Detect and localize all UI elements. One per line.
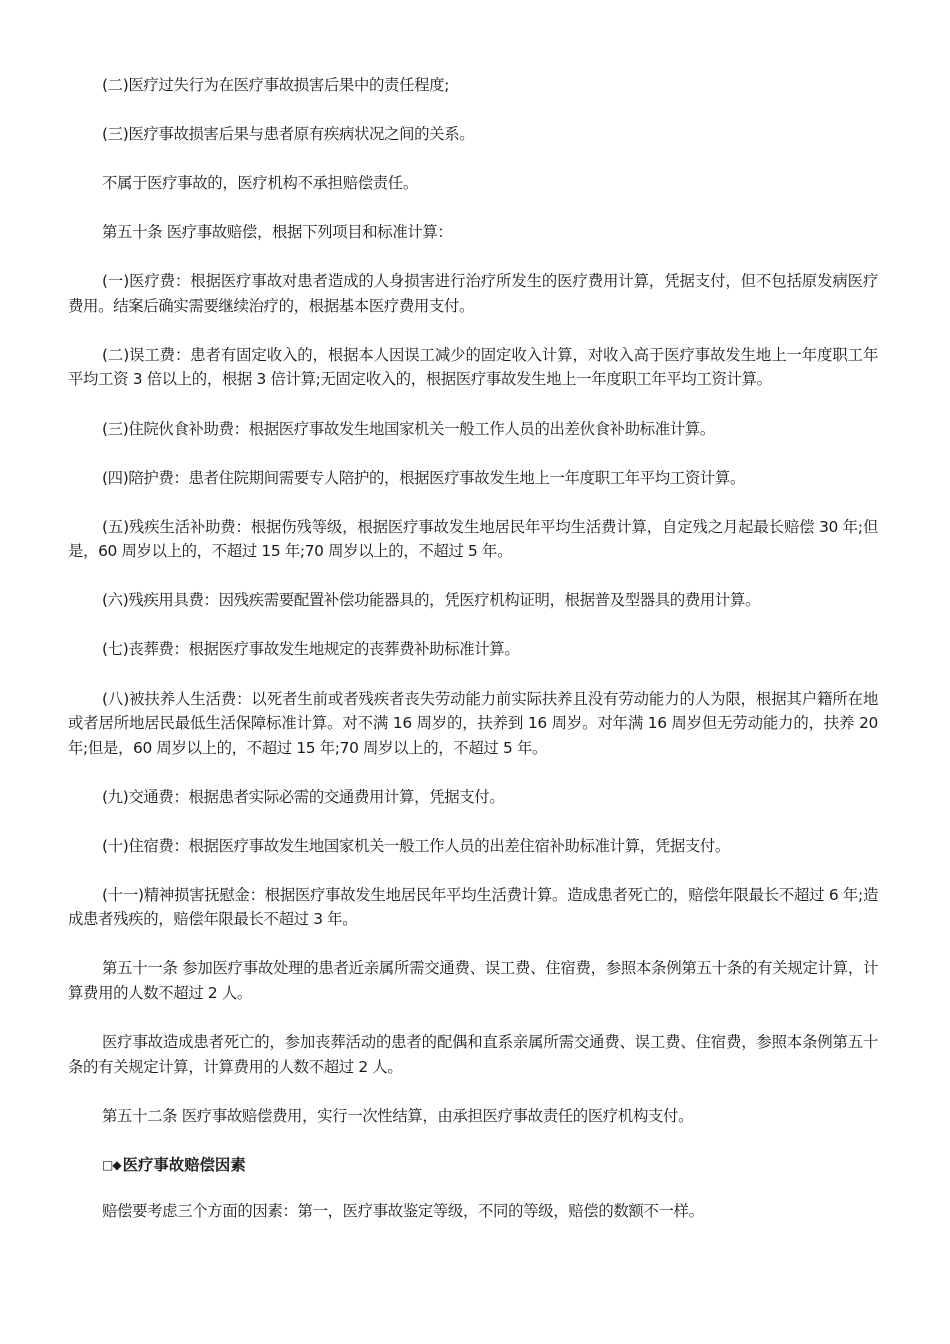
article-50-item-9: (九)交通费：根据患者实际必需的交通费用计算，凭据支付。 [102, 787, 505, 806]
article-50-item-1: (一)医疗费：根据医疗事故对患者造成的人身损害进行治疗所发生的医疗费用计算，凭据支付，但不包括原发病医疗费用。结案后确实需要继续治疗的，根据基本医疗费用支付。 [68, 272, 878, 315]
article-50-item-8: (八)被扶养人生活费：以死者生前或者残疾者丧失劳动能力前实际扶养且没有劳动能力的人为限，根据其户籍所在地或者居所地居民最低生活保障标准计算。对不满 16 周岁的，扶养到 16 周岁。对年满 16 周岁但无劳动能力的，扶养 20 年;但是，60 周岁以上的，不超过 15 年;70 周岁以上的，不超过 5 年。 [68, 689, 878, 757]
article-50-item-11: (十一)精神损害抚慰金：根据医疗事故发生地居民年平均生活费计算。造成患者死亡的，赔偿年限最长不超过 6 年;造成患者残疾的，赔偿年限最长不超过 3 年。 [68, 885, 878, 929]
article-50-heading: 第五十条 医疗事故赔偿，根据下列项目和标准计算： [102, 223, 453, 242]
paragraph-no-liability: 不属于医疗事故的，医疗机构不承担赔偿责任。 [102, 174, 418, 193]
paragraph-item-3-relationship: (三)医疗事故损害后果与患者原有疾病状况之间的关系。 [102, 125, 475, 144]
section-title: 医疗事故赔偿因素 [122, 1155, 246, 1174]
article-50-item-4: (四)陪护费：患者住院期间需要专人陪护的，根据医疗事故发生地上一年度职工年平均工资计算。 [102, 468, 746, 487]
article-50-item-6: (六)残疾用具费：因残疾需要配置补偿功能器具的，凭医疗机构证明，根据普及型器具的费用计算。 [102, 591, 761, 610]
document-page [68, 73, 878, 1248]
paragraph-item-2-liability: (二)医疗过失行为在医疗事故损害后果中的责任程度; [102, 76, 450, 94]
bullet-icon: □◆ [102, 1157, 121, 1172]
article-51-death-clause: 医疗事故造成患者死亡的，参加丧葬活动的患者的配偶和直系亲属所需交通费、误工费、住宿费，参照本条例第五十条的有关规定计算，计算费用的人数不超过 2 人。 [68, 1033, 878, 1076]
article-50-item-7: (七)丧葬费：根据医疗事故发生地规定的丧葬费补助标准计算。 [102, 640, 520, 659]
article-52: 第五十二条 医疗事故赔偿费用，实行一次性结算，由承担医疗事故责任的医疗机构支付。 [102, 1106, 694, 1125]
section-heading [68, 1153, 878, 1178]
compensation-factors-paragraph: 赔偿要考虑三个方面的因素：第一，医疗事故鉴定等级，不同的等级，赔偿的数额不一样。 [102, 1202, 704, 1221]
article-50-item-10: (十)住宿费：根据医疗事故发生地国家机关一般工作人员的出差住宿补助标准计算，凭据支付。 [102, 836, 730, 855]
article-50-item-5: (五)残疾生活补助费：根据伤残等级，根据医疗事故发生地居民年平均生活费计算，自定残之月起最长赔偿 30 年;但是，60 周岁以上的，不超过 15 年;70 周岁以上的，不超过 5 年。 [68, 517, 878, 561]
article-50-item-2: (二)误工费：患者有固定收入的，根据本人因误工减少的固定收入计算，对收入高于医疗事故发生地上一年度职工年平均工资 3 倍以上的，根据 3 倍计算;无固定收入的，根据医疗事故发生地上一年度职工年平均工资计算。 [68, 345, 878, 389]
article-51: 第五十一条 参加医疗事故处理的患者近亲属所需交通费、误工费、住宿费，参照本条例第五十条的有关规定计算，计算费用的人数不超过 2 人。 [68, 959, 878, 1002]
article-50-item-3: (三)住院伙食补助费：根据医疗事故发生地国家机关一般工作人员的出差伙食补助标准计算。 [102, 419, 715, 438]
